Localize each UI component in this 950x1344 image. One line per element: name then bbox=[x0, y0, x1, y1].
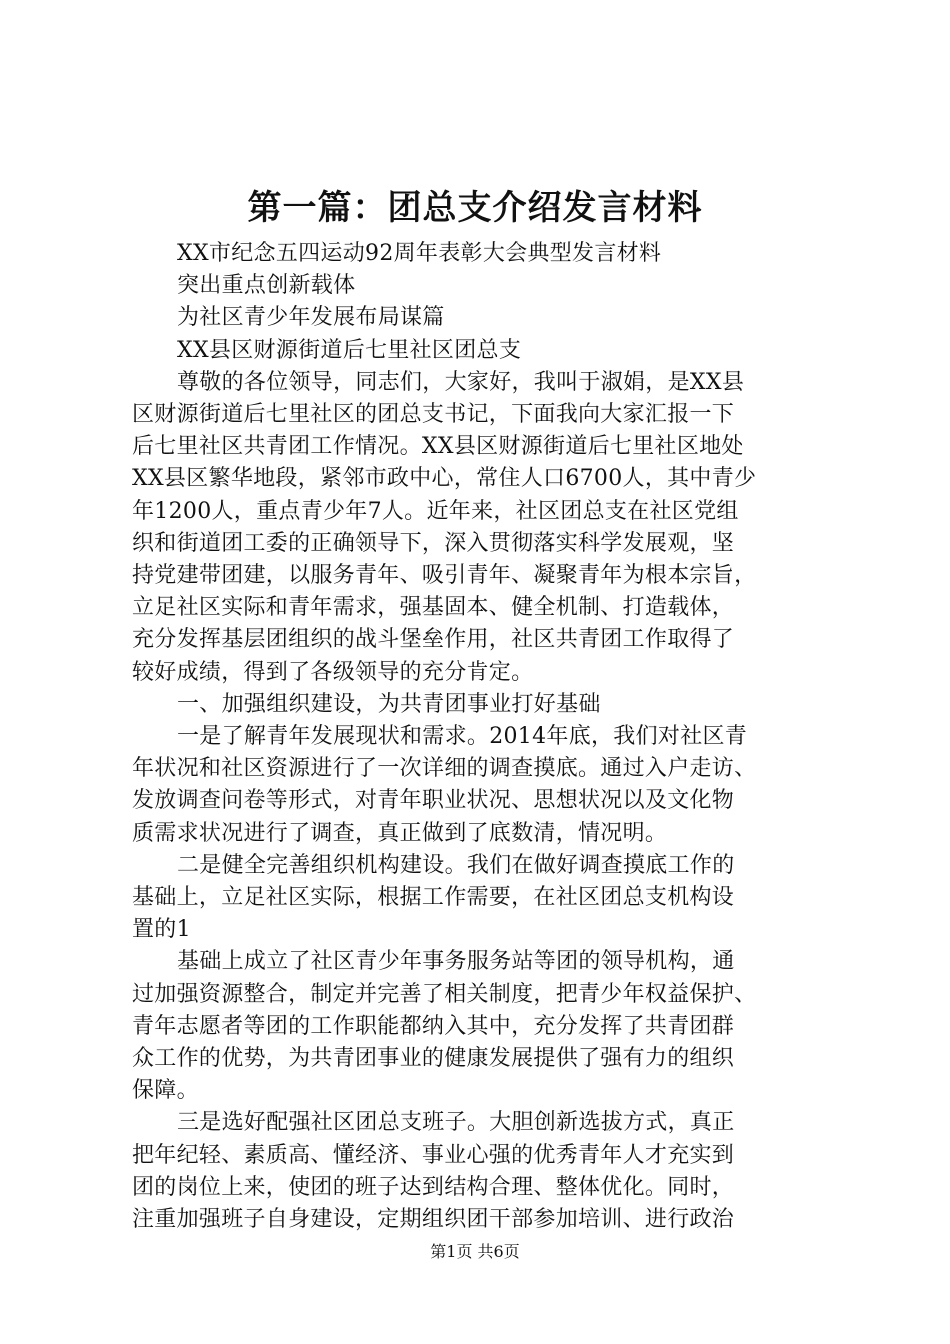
paragraph bbox=[132, 238, 832, 270]
text-line: 注重加强班子自身建设，定期组织团干部参加培训、进行政治 bbox=[132, 1207, 735, 1233]
text-line: 立足社区实际和青年需求，强基固本、健全机制、打造载体， bbox=[132, 595, 735, 621]
text-line: 置的1 bbox=[132, 917, 191, 943]
paragraph bbox=[132, 1107, 832, 1236]
paragraph bbox=[132, 689, 832, 721]
text-line: XX市纪念五四运动92周年表彰大会典型发言材料 bbox=[177, 241, 662, 266]
document-body bbox=[132, 238, 832, 1236]
text-line: 尊敬的各位领导，同志们，大家好，我叫于淑娟，是XX县 bbox=[177, 369, 745, 395]
paragraph bbox=[132, 946, 832, 1107]
text-line: 突出重点创新载体 bbox=[177, 273, 356, 299]
text-line: 织和街道团工委的正确领导下，深入贯彻落实科学发展观，坚 bbox=[132, 530, 735, 556]
document-title: 第一篇：团总支介绍发言材料 bbox=[247, 188, 703, 228]
text-line: 持党建带团建，以服务青年、吸引青年、凝聚青年为根本宗旨， bbox=[132, 563, 757, 589]
text-line: 基础上，立足社区实际，根据工作需要，在社区团总支机构设 bbox=[132, 885, 735, 911]
text-line: 一、加强组织建设，为共青团事业打好基础 bbox=[177, 691, 601, 717]
page-footer: 第1页 共6页 bbox=[430, 1242, 520, 1261]
text-line: 青年志愿者等团的工作职能都纳入其中，充分发挥了共青团群 bbox=[132, 1013, 735, 1039]
paragraph bbox=[132, 721, 832, 850]
text-line: 团的岗位上来，使团的班子达到结构合理、整体优化。同时， bbox=[132, 1174, 735, 1200]
text-line: 年1200人，重点青少年7人。近年来，社区团总支在社区党组 bbox=[132, 498, 739, 524]
paragraph bbox=[132, 850, 832, 947]
text-line: 发放调查问卷等形式，对青年职业状况、思想状况以及文化物 bbox=[132, 788, 735, 814]
paragraph bbox=[132, 302, 832, 334]
text-line: 区财源街道后七里社区的团总支书记，下面我向大家汇报一下 bbox=[132, 402, 735, 428]
text-line: 年状况和社区资源进行了一次详细的调查摸底。通过入户走访、 bbox=[132, 756, 757, 782]
text-line: 后七里社区共青团工作情况。XX县区财源街道后七里社区地处 bbox=[132, 434, 744, 460]
text-line: 二是健全完善组织机构建设。我们在做好调查摸底工作的 bbox=[177, 852, 735, 878]
paragraph bbox=[132, 335, 832, 367]
text-line: 基础上成立了社区青少年事务服务站等团的领导机构，通 bbox=[177, 949, 735, 975]
text-line: 保障。 bbox=[132, 1078, 199, 1104]
text-line: 三是选好配强社区团总支班子。大胆创新选拔方式，真正 bbox=[177, 1110, 735, 1136]
text-line: 过加强资源整合，制定并完善了相关制度，把青少年权益保护、 bbox=[132, 981, 757, 1007]
paragraph bbox=[132, 270, 832, 302]
text-line: XX县区繁华地段，紧邻市政中心，常住人口6700人，其中青少 bbox=[132, 466, 757, 492]
text-line: 众工作的优势，为共青团事业的健康发展提供了强有力的组织 bbox=[132, 1046, 735, 1072]
text-line: 为社区青少年发展布局谋篇 bbox=[177, 305, 445, 331]
text-line: 把年纪轻、素质高、懂经济、事业心强的优秀青年人才充实到 bbox=[132, 1142, 735, 1168]
text-line: 一是了解青年发展现状和需求。2014年底，我们对社区青 bbox=[177, 724, 748, 750]
text-line: XX县区财源街道后七里社区团总支 bbox=[177, 337, 522, 363]
text-line: 质需求状况进行了调查，真正做到了底数清，情况明。 bbox=[132, 820, 668, 846]
text-line: 较好成绩，得到了各级领导的充分肯定。 bbox=[132, 659, 534, 685]
text-line: 充分发挥基层团组织的战斗堡垒作用，社区共青团工作取得了 bbox=[132, 627, 735, 653]
paragraph bbox=[132, 367, 832, 689]
